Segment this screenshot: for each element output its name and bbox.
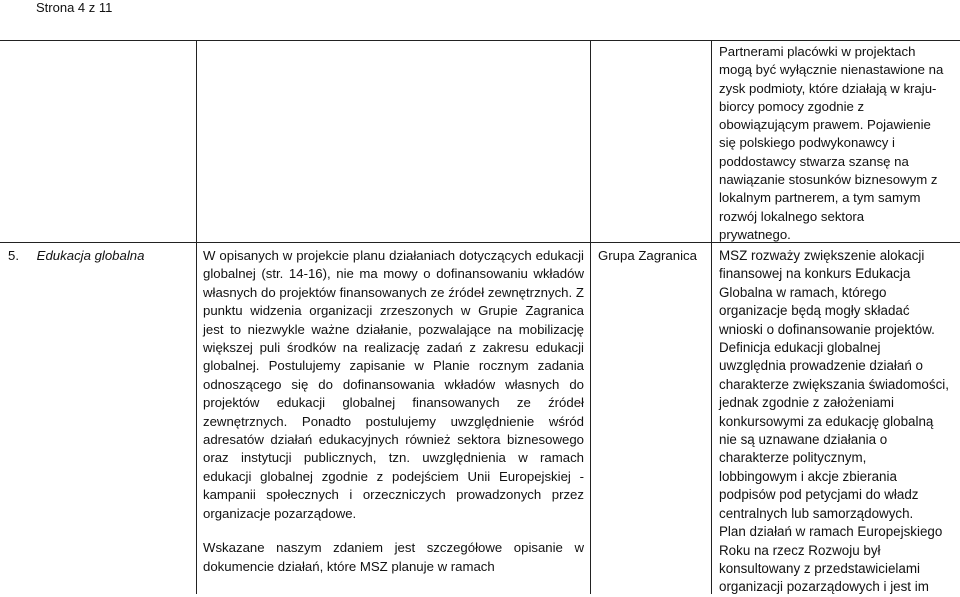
ministry-response [719,247,952,597]
description-paragraph: Wskazane naszym zdaniem jest szczegółowe opisanie w dokumencie działań, które MSZ planuje w ramach [203,540,584,574]
response-line: poddostawcy stwarza szansę na [719,153,909,169]
response-line: lobbingowym i akcje zbierania [719,468,897,484]
response-line: charakterze zwiększania świadomości, [719,376,949,392]
response-line: finansowej na konkurs Edukacja [719,266,911,282]
response-line: centralnych lub samorządowych. [719,505,914,521]
response-line: uwzględnia prowadzenie działań o [719,358,923,374]
row-description [203,247,584,576]
response-line: MSZ rozważy zwiększenie alokacji [719,248,925,263]
column-divider [196,40,197,594]
response-line: mogą być wyłącznie nienastawione na [719,62,944,78]
response-line: zysk podmioty, które działają w kraju- [719,80,937,96]
row-title [8,247,144,265]
response-line: nie są uznawane działania o [719,432,888,448]
response-line: rozwój lokalnego sektora [719,208,865,224]
response-line: lokalnym partnerem, a tym samym [719,190,921,206]
response-line: nawiązanie stosunków biznesowym z [719,172,938,188]
column-divider [590,40,591,594]
section-title: Edukacja globalna [36,248,145,263]
column-divider [711,40,712,594]
submitted-by: Grupa Zagranica [598,248,697,263]
response-line: wnioski o dofinansowanie projektów. [719,321,935,337]
response-line: charakterze politycznym, [719,450,867,466]
row-number: 5. [8,248,19,263]
table-top-border [0,40,960,41]
response-line: organizacji pozarządowych i jest im [719,579,929,595]
response-line: Partnerami placówki w projektach [719,44,916,59]
response-line: Definicja edukacji globalnej [719,340,881,356]
description-paragraph: W opisanych w projekcie planu działaniach dotyczących edukacji globalnej (str. 14-16), nie ma mowy o dofinansowaniu wkładów własnych do projektów finansowanych ze źródeł zewnętrznych. Z punktu widzenia organizacji zrzeszonych w Grupie Zagranica jest to niezwykle ważne działanie, pozwalające na mobilizację większej puli środków na realizację zadań z zakresu edukacji globalnej. Postulujemy zapisanie w Planie rocznym zadania odnoszącego się do dofinansowania wkładów własnych do projektów edukacji globalnej finansowanych ze źródeł zewnętrznych. Ponadto postulujemy uwzględnienie wśród adresatów działań edukacyjnych również sektora biznesowego oraz instytucji publicznych, tzn. uwzględnienia w ramach edukacji globalnej zgodnie z podejściem Unii Europejskiej - kampanii społecznych i orzeczniczych prowadzonych przez organizacje pozarządowe. [203,248,584,521]
response-line: Plan działań w ramach Europejskiego [719,524,943,540]
response-line: konsultowany z przedstawicielami [719,560,920,576]
response-line: obowiązującym prawem. Pojawienie [719,117,931,133]
page-number: Strona 4 z 11 [36,0,113,15]
response-line: prywatnego. [719,226,791,242]
response-line: konkursowymi za edukację globalną [719,413,934,429]
response-line: się polskiego podwykonawcy i [719,135,895,151]
response-line: podpisów pod petycjami do władz [719,487,919,503]
response-line: Globalna w ramach, którego [719,284,887,300]
previous-row-response [719,43,952,244]
response-line: jednak zgodnie z założeniami [719,395,894,411]
response-line: Roku na rzecz Rozwoju był [719,542,881,558]
response-line: biorcy pomocy zgodnie z [719,98,865,114]
response-line: organizacje będą mogły składać [719,303,910,319]
